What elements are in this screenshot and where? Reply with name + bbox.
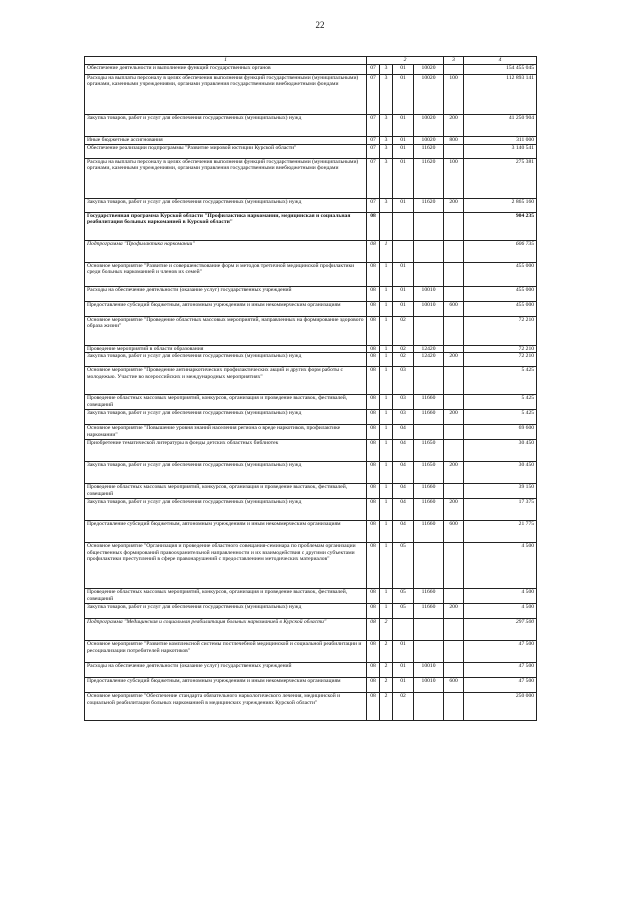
row-code-direction: 10010 (414, 663, 444, 678)
table-row (85, 74, 537, 114)
row-expense-type: 200 (444, 114, 464, 136)
row-name: Закупка товаров, работ и услуг для обеспечения государственных (муниципальных) нужд (85, 114, 367, 136)
row-name: Государственная программа Курской области "Профилактика наркомании, медицинская и социальная реабилитация больных наркоманией в Курской области" (85, 212, 367, 240)
row-code-section: 08 (367, 262, 380, 286)
row-code-event: 01 (393, 144, 414, 158)
row-code-program: 1 (380, 521, 393, 543)
row-code-section: 07 (367, 198, 380, 212)
row-code-direction (414, 367, 444, 395)
row-sum: 47 500 (464, 678, 537, 693)
row-name: Закупка товаров, работ и услуг для обеспечения государственных (муниципальных) нужд (85, 353, 367, 367)
row-name: Проведение мероприятий в области образования (85, 345, 367, 353)
row-sum: 455 000 (464, 301, 537, 316)
table-row (85, 262, 537, 286)
row-code-direction (414, 425, 444, 440)
table-header-row (85, 57, 537, 65)
row-code-section: 08 (367, 663, 380, 678)
row-name: Основное мероприятие "Повышение уровня знаний населения региона о вреде наркотиков, профилактике наркомании" (85, 425, 367, 440)
row-name: Подпрограмма "Медицинская и социальная реабилитация больных наркоманией в Курской области" (85, 619, 367, 641)
row-sum: 455 000 (464, 262, 537, 286)
row-code-section: 08 (367, 395, 380, 410)
row-sum: 250 000 (464, 693, 537, 721)
row-sum: 3 140 541 (464, 144, 537, 158)
row-expense-type: 200 (444, 499, 464, 521)
row-code-program: 3 (380, 144, 393, 158)
row-code-program: 3 (380, 198, 393, 212)
row-expense-type (444, 484, 464, 499)
table-row (85, 484, 537, 499)
row-code-section: 08 (367, 301, 380, 316)
row-code-direction (414, 212, 444, 240)
row-code-section: 08 (367, 240, 380, 262)
row-code-direction: 11660 (414, 521, 444, 543)
row-code-event: 05 (393, 604, 414, 619)
row-code-event: 02 (393, 693, 414, 721)
row-expense-type: 600 (444, 301, 464, 316)
row-code-section: 07 (367, 74, 380, 114)
row-code-section: 08 (367, 440, 380, 462)
row-sum: 455 000 (464, 286, 537, 301)
row-code-program: 1 (380, 440, 393, 462)
row-name: Закупка товаров, работ и услуг для обеспечения государственных (муниципальных) нужд (85, 499, 367, 521)
row-code-program: 1 (380, 367, 393, 395)
row-code-program: 1 (380, 240, 393, 262)
row-code-program: 1 (380, 286, 393, 301)
table-row (85, 440, 537, 462)
table-row (85, 212, 537, 240)
row-code-program: 2 (380, 641, 393, 663)
row-name: Закупка товаров, работ и услуг для обеспечения государственных (муниципальных) нужд (85, 410, 367, 425)
row-name: Расходы на обеспечение деятельности (оказание услуг) государственных учреждений (85, 286, 367, 301)
row-code-section: 07 (367, 144, 380, 158)
table-row (85, 641, 537, 663)
table-row (85, 410, 537, 425)
row-code-section: 08 (367, 425, 380, 440)
row-code-direction: 11650 (414, 440, 444, 462)
row-code-program: 1 (380, 499, 393, 521)
row-code-section: 08 (367, 316, 380, 345)
row-sum: 72 210 (464, 353, 537, 367)
row-code-direction: 11620 (414, 144, 444, 158)
row-expense-type: 200 (444, 410, 464, 425)
row-expense-type (444, 345, 464, 353)
row-code-direction (414, 262, 444, 286)
row-code-event: 02 (393, 353, 414, 367)
row-sum: 39 150 (464, 484, 537, 499)
row-code-section: 08 (367, 543, 380, 589)
table-row (85, 663, 537, 678)
row-sum: 297 500 (464, 619, 537, 641)
row-name: Предоставление субсидий бюджетным, автономным учреждениям и иным некоммерческим организациям (85, 521, 367, 543)
row-name: Основное мероприятие "Проведение антинаркотических профилактических акций и других форм работы с молодежью. Участие во всероссийских и международных мероприятиях" (85, 367, 367, 395)
row-code-program: 1 (380, 425, 393, 440)
row-code-section: 08 (367, 410, 380, 425)
row-expense-type: 100 (444, 158, 464, 198)
row-code-event: 01 (393, 114, 414, 136)
row-code-direction: 11620 (414, 158, 444, 198)
row-code-direction: 12420 (414, 345, 444, 353)
row-code-program: 1 (380, 604, 393, 619)
row-code-direction: 10010 (414, 301, 444, 316)
row-expense-type: 200 (444, 198, 464, 212)
table-row (85, 425, 537, 440)
row-code-direction: 10020 (414, 114, 444, 136)
table-row (85, 158, 537, 198)
row-code-section: 08 (367, 499, 380, 521)
row-expense-type (444, 240, 464, 262)
row-code-section: 08 (367, 367, 380, 395)
table-row (85, 367, 537, 395)
row-name: Закупка товаров, работ и услуг для обеспечения государственных (муниципальных) нужд (85, 604, 367, 619)
row-sum: 904 235 (464, 212, 537, 240)
row-name: Иные бюджетные ассигнования (85, 136, 367, 144)
row-expense-type (444, 367, 464, 395)
table-row (85, 316, 537, 345)
row-name: Приобретение тематической литературы в фонды детских областных библиотек (85, 440, 367, 462)
row-sum: 112 893 141 (464, 74, 537, 114)
row-code-direction (414, 693, 444, 721)
row-expense-type: 600 (444, 521, 464, 543)
row-code-event: 05 (393, 589, 414, 604)
row-code-program: 2 (380, 678, 393, 693)
row-code-section: 08 (367, 604, 380, 619)
row-code-event: 01 (393, 64, 414, 74)
row-code-program: 3 (380, 74, 393, 114)
table-row (85, 240, 537, 262)
row-name: Основное мероприятие "Проведение областных массовых мероприятий, направленных на формирование здорового образа жизни" (85, 316, 367, 345)
table-row (85, 114, 537, 136)
row-code-event: 01 (393, 663, 414, 678)
table-row (85, 64, 537, 74)
row-sum: 21 775 (464, 521, 537, 543)
row-name: Расходы на обеспечение деятельности (оказание услуг) государственных учреждений (85, 663, 367, 678)
table-row (85, 693, 537, 721)
row-expense-type: 200 (444, 353, 464, 367)
row-sum: 30 450 (464, 462, 537, 484)
row-code-event (393, 212, 414, 240)
row-expense-type (444, 543, 464, 589)
row-sum: 69 600 (464, 425, 537, 440)
row-expense-type (444, 316, 464, 345)
row-code-program: 1 (380, 316, 393, 345)
header-col-2: 2 (367, 57, 444, 65)
row-expense-type (444, 144, 464, 158)
row-sum: 17 375 (464, 499, 537, 521)
row-name: Закупка товаров, работ и услуг для обеспечения государственных (муниципальных) нужд (85, 198, 367, 212)
row-code-program: 1 (380, 395, 393, 410)
row-code-section: 08 (367, 619, 380, 641)
row-sum: 41 250 904 (464, 114, 537, 136)
row-code-event: 04 (393, 440, 414, 462)
row-sum: 606 735 (464, 240, 537, 262)
row-name: Основное мероприятие "Организация и проведение областного совещания-семинара по проблемам организации общественных формирований правоохранительной направленности и их взаимодействия с другими субъектами профилактики преступлений в сфере правонарушений с предоставлением методических материалов" (85, 543, 367, 589)
row-expense-type (444, 619, 464, 641)
row-code-program: 1 (380, 262, 393, 286)
row-sum: 311 000 (464, 136, 537, 144)
row-expense-type (444, 262, 464, 286)
row-code-event: 01 (393, 136, 414, 144)
row-code-direction: 10010 (414, 286, 444, 301)
row-code-direction: 11650 (414, 462, 444, 484)
row-sum: 30 450 (464, 440, 537, 462)
row-expense-type (444, 286, 464, 301)
table-row (85, 301, 537, 316)
table-row (85, 286, 537, 301)
row-code-program: 1 (380, 543, 393, 589)
row-sum: 72 210 (464, 345, 537, 353)
table-row (85, 543, 537, 589)
budget-table (84, 56, 537, 721)
table-row (85, 521, 537, 543)
row-code-section: 08 (367, 353, 380, 367)
row-code-direction (414, 316, 444, 345)
row-code-section: 08 (367, 521, 380, 543)
row-code-direction (414, 543, 444, 589)
row-expense-type (444, 589, 464, 604)
row-code-event: 04 (393, 484, 414, 499)
row-code-event: 01 (393, 641, 414, 663)
row-code-section: 07 (367, 136, 380, 144)
row-code-direction (414, 619, 444, 641)
row-sum: 4 500 (464, 543, 537, 589)
row-expense-type (444, 693, 464, 721)
row-code-program (380, 212, 393, 240)
row-name: Основное мероприятие "Развитие и совершенствование форм и методов третичной медицинской профилактики среди больных наркоманией и членов их семей" (85, 262, 367, 286)
row-code-program: 1 (380, 301, 393, 316)
row-code-section: 08 (367, 589, 380, 604)
row-code-program: 3 (380, 64, 393, 74)
row-name: Основное мероприятие "Развитие комплексной системы постлечебной медицинской и социальной реабилитации и ресоциализации потребителей наркотиков" (85, 641, 367, 663)
row-code-direction: 10010 (414, 678, 444, 693)
row-code-direction: 11660 (414, 484, 444, 499)
row-sum: 72 210 (464, 316, 537, 345)
row-code-event: 01 (393, 286, 414, 301)
table-row (85, 198, 537, 212)
row-expense-type (444, 663, 464, 678)
row-name: Расходы на выплаты персоналу в целях обеспечения выполнения функций государственными (муниципальными) органами, казенными учреждениями, органами управления государственными внебюджетными фондами (85, 158, 367, 198)
row-code-event (393, 619, 414, 641)
row-code-event: 01 (393, 678, 414, 693)
row-name: Предоставление субсидий бюджетным, автономным учреждениям и иным некоммерческим организациям (85, 301, 367, 316)
row-name: Проведение областных массовых мероприятий, конкурсов, организация и проведение выставок, фестивалей, совещаний (85, 589, 367, 604)
row-code-program: 3 (380, 158, 393, 198)
row-code-section: 08 (367, 693, 380, 721)
row-code-event (393, 240, 414, 262)
row-code-direction: 10020 (414, 74, 444, 114)
header-col-4: 4 (464, 57, 537, 65)
row-code-program: 2 (380, 693, 393, 721)
row-code-event: 01 (393, 158, 414, 198)
table-row (85, 345, 537, 353)
table-row (85, 144, 537, 158)
row-expense-type (444, 64, 464, 74)
row-expense-type (444, 212, 464, 240)
row-code-section: 07 (367, 64, 380, 74)
row-code-event: 02 (393, 316, 414, 345)
row-code-direction: 11660 (414, 589, 444, 604)
row-sum: 4 500 (464, 589, 537, 604)
row-code-direction: 10020 (414, 136, 444, 144)
table-row (85, 462, 537, 484)
row-sum: 5 425 (464, 410, 537, 425)
row-sum: 275 381 (464, 158, 537, 198)
row-sum: 5 425 (464, 395, 537, 410)
row-code-section: 08 (367, 484, 380, 499)
row-expense-type (444, 425, 464, 440)
table-row (85, 136, 537, 144)
table-row (85, 604, 537, 619)
row-code-program: 3 (380, 136, 393, 144)
row-code-direction: 11660 (414, 604, 444, 619)
table-row (85, 353, 537, 367)
row-expense-type (444, 440, 464, 462)
row-code-program: 2 (380, 663, 393, 678)
row-code-direction: 11660 (414, 499, 444, 521)
row-expense-type (444, 395, 464, 410)
row-code-section: 08 (367, 286, 380, 301)
row-sum: 4 500 (464, 604, 537, 619)
row-code-section: 08 (367, 641, 380, 663)
row-code-program: 1 (380, 345, 393, 353)
row-sum: 2 865 160 (464, 198, 537, 212)
table-row (85, 499, 537, 521)
row-name: Проведение областных массовых мероприятий, конкурсов, организация и проведение выставок, фестивалей, совещаний (85, 484, 367, 499)
row-name: Закупка товаров, работ и услуг для обеспечения государственных (муниципальных) нужд (85, 462, 367, 484)
header-col-1: 1 (85, 57, 367, 65)
row-sum: 5 425 (464, 367, 537, 395)
row-code-direction: 11620 (414, 198, 444, 212)
row-code-event: 01 (393, 74, 414, 114)
row-expense-type: 200 (444, 604, 464, 619)
row-name: Основное мероприятие "Обеспечение стандарта обязательного наркологического лечения, медицинской и социальной реабилитации больных наркоманией в медицинских учреждениях Курской области" (85, 693, 367, 721)
row-code-event: 04 (393, 499, 414, 521)
row-code-section: 08 (367, 462, 380, 484)
table-row (85, 678, 537, 693)
row-code-section: 07 (367, 114, 380, 136)
row-name: Проведение областных массовых мероприятий, конкурсов, организация и проведение выставок, фестивалей, совещаний (85, 395, 367, 410)
page-number: 22 (315, 20, 325, 30)
row-code-program: 1 (380, 484, 393, 499)
row-expense-type (444, 641, 464, 663)
table-row (85, 589, 537, 604)
row-sum: 47 500 (464, 641, 537, 663)
row-code-event: 04 (393, 462, 414, 484)
row-code-event: 05 (393, 543, 414, 589)
row-code-event: 02 (393, 345, 414, 353)
row-code-direction: 12420 (414, 353, 444, 367)
row-code-program: 1 (380, 353, 393, 367)
row-code-event: 01 (393, 262, 414, 286)
row-name: Предоставление субсидий бюджетным, автономным учреждениям и иным некоммерческим организациям (85, 678, 367, 693)
row-code-program: 1 (380, 462, 393, 484)
row-expense-type: 200 (444, 462, 464, 484)
row-code-direction: 11660 (414, 410, 444, 425)
row-code-event: 01 (393, 301, 414, 316)
table-row (85, 395, 537, 410)
row-expense-type: 800 (444, 136, 464, 144)
row-code-section: 08 (367, 678, 380, 693)
row-sum: 47 500 (464, 663, 537, 678)
row-expense-type: 100 (444, 74, 464, 114)
row-name: Подпрограмма "Профилактика наркомании" (85, 240, 367, 262)
row-code-program: 1 (380, 410, 393, 425)
row-name: Расходы на выплаты персоналу в целях обеспечения выполнения функций государственными (муниципальными) органами, казенными учреждениями, органами управления государственными внебюджетными фондами (85, 74, 367, 114)
row-name: Обеспечение реализации подпрограммы "Развитие мировой юстиции Курской области" (85, 144, 367, 158)
row-code-direction: 11660 (414, 395, 444, 410)
row-code-direction (414, 641, 444, 663)
row-code-program: 2 (380, 619, 393, 641)
row-code-section: 08 (367, 212, 380, 240)
row-code-event: 04 (393, 425, 414, 440)
row-code-event: 04 (393, 521, 414, 543)
row-code-program: 1 (380, 589, 393, 604)
row-code-direction: 10020 (414, 64, 444, 74)
table-row (85, 619, 537, 641)
row-code-direction (414, 240, 444, 262)
row-code-event: 03 (393, 395, 414, 410)
row-code-program: 3 (380, 114, 393, 136)
row-code-event: 01 (393, 198, 414, 212)
row-code-section: 08 (367, 345, 380, 353)
row-name: Обеспечение деятельности и выполнение функций государственных органов (85, 64, 367, 74)
row-code-event: 03 (393, 367, 414, 395)
row-sum: 154 455 045 (464, 64, 537, 74)
header-col-3: 3 (444, 57, 464, 65)
row-code-section: 07 (367, 158, 380, 198)
row-expense-type: 600 (444, 678, 464, 693)
row-code-event: 03 (393, 410, 414, 425)
